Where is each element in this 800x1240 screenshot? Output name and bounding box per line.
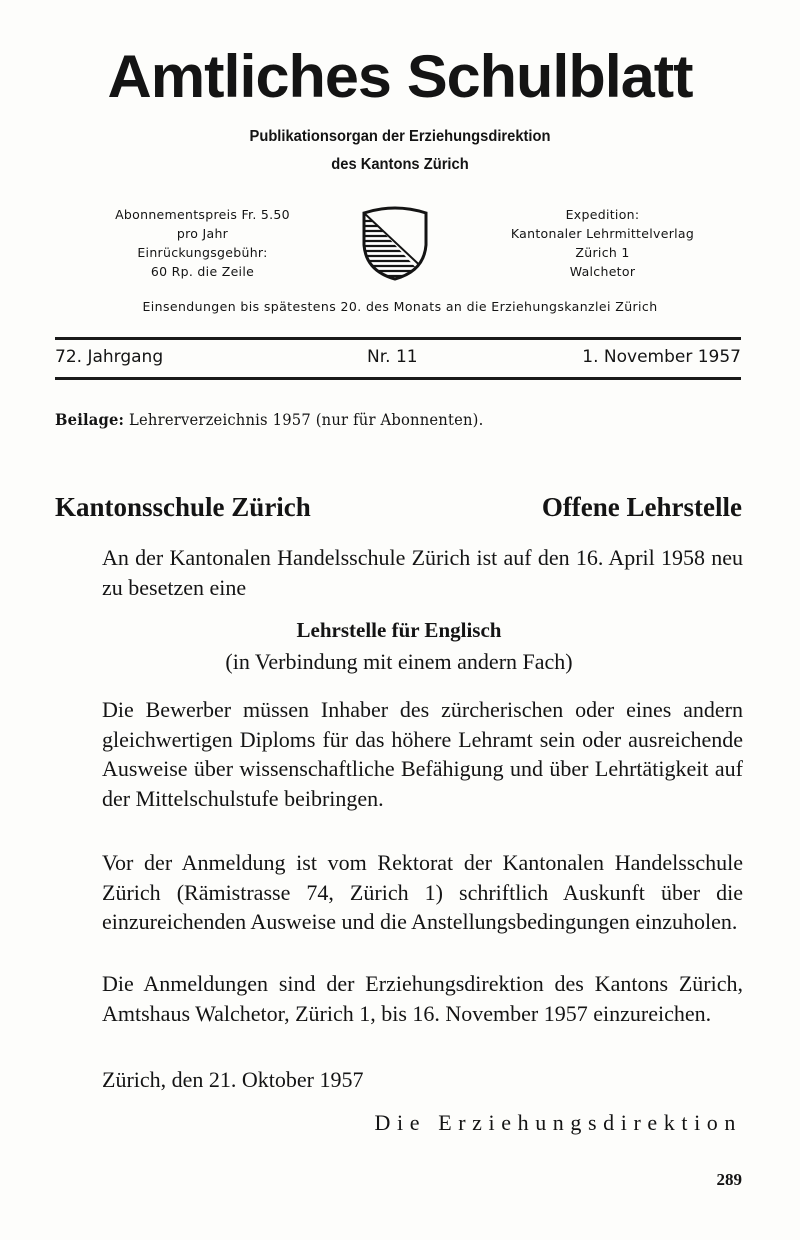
position-title: Lehrstelle für Englisch — [296, 618, 502, 642]
submission-note: Einsendungen bis spätestens 20. des Monats an die Erziehungskanzlei Zürich — [142, 299, 658, 314]
expedition-label: Expedition: — [565, 207, 640, 222]
issue-number: Nr. 11 — [367, 347, 418, 367]
page-number: 289 — [716, 1170, 742, 1189]
masthead-title: Amtliches Schulblatt — [107, 43, 693, 110]
subscription-period: pro Jahr — [176, 226, 229, 241]
publisher-city: Zürich 1 — [575, 245, 630, 260]
divider-top — [55, 337, 741, 340]
issue-bar — [55, 347, 741, 373]
paragraph-deadline: Die Anmeldungen sind der Erziehungsdirektion des Kantons Zürich, Amtshaus Walchetor, Zürich 1, bis 16. November 1957 einzureichen. — [102, 971, 743, 1026]
signature: Die Erziehungsdirektion — [374, 1110, 742, 1135]
place-date: Zürich, den 21. Oktober 1957 — [102, 1067, 364, 1092]
supplement-label: Beilage: — [55, 410, 125, 429]
issue-volume: 72. Jahrgang — [55, 347, 164, 367]
issue-date: 1. November 1957 — [582, 347, 741, 367]
masthead-subtitle-line2: des Kantons Zürich — [331, 156, 469, 173]
position-note: (in Verbindung mit einem andern Fach) — [225, 649, 573, 674]
section-heading-school: Kantonsschule Zürich — [55, 492, 311, 522]
publisher-address: Walchetor — [569, 264, 636, 279]
paragraph-inquiry: Vor der Anmeldung ist vom Rektorat der Kantonalen Handelsschule Zürich (Rämistrasse 74, Zürich 1) schriftlich Auskunft über die einzureichenden Ausweise und die Anstellungsbedingungen einzuholen. — [102, 850, 743, 934]
subscription-info — [75, 205, 330, 281]
supplement-text: Lehrerverzeichnis 1957 (nur für Abonnenten). — [124, 411, 484, 429]
supplement-note — [55, 410, 711, 429]
section-heading-vacancy: Offene Lehrstelle — [541, 492, 742, 522]
insertion-fee-value: 60 Rp. die Zeile — [150, 264, 255, 279]
publisher-name: Kantonaler Lehrmittelverlag — [510, 226, 695, 241]
article-intro: An der Kantonalen Handelsschule Zürich ist auf den 16. April 1958 neu zu besetzen eine — [102, 545, 743, 600]
distribution-info — [480, 205, 725, 281]
paragraph-requirements: Die Bewerber müssen Inhaber des zürcherischen oder eines andern gleichwertigen Diploms für das höhere Lehramt sein oder ausreichende Ausweise über wissenschaftliche Befähigung und über Lehrtätigkeit auf der Mittelschulstufe beibringen. — [102, 697, 743, 811]
masthead-subtitle-line1: Publikationsorgan der Erziehungsdirektion — [249, 128, 551, 145]
divider-bottom — [55, 377, 741, 380]
subscription-price: Abonnementspreis Fr. 5.50 — [115, 207, 290, 222]
zurich-coat-of-arms-icon — [358, 201, 432, 281]
insertion-fee-label: Einrückungsgebühr: — [137, 245, 268, 260]
